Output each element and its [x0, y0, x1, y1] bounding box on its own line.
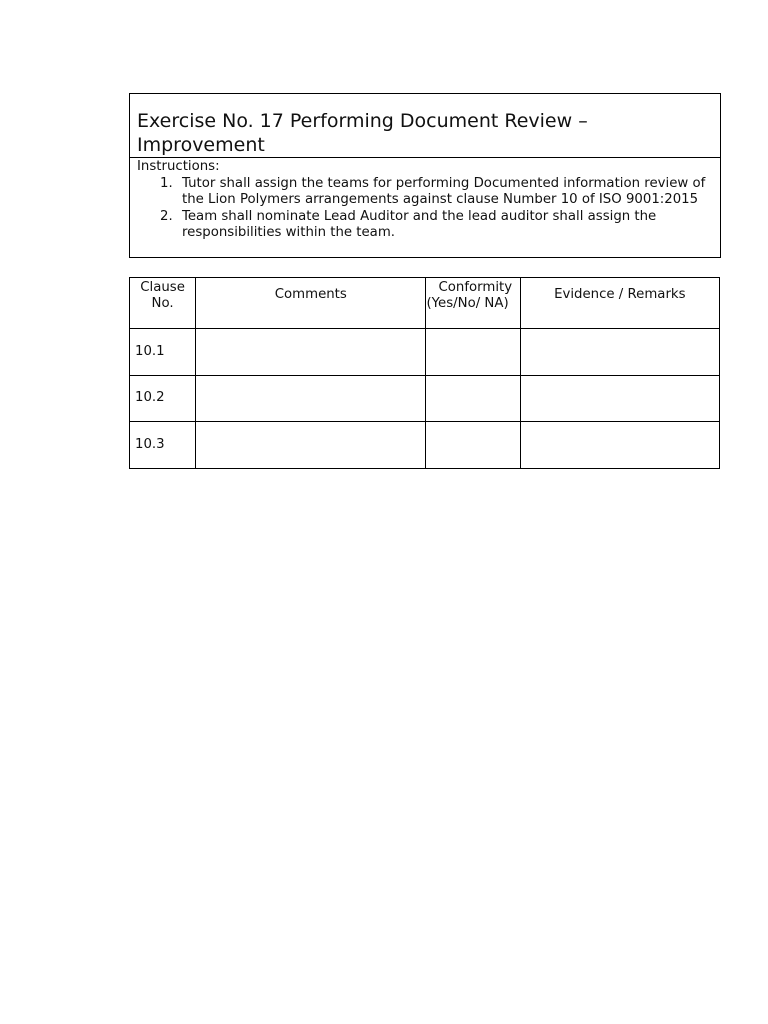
exercise-header-box — [129, 93, 721, 258]
table-row — [130, 329, 720, 376]
instruction-item — [137, 176, 714, 209]
conformity-cell[interactable] — [426, 422, 520, 469]
header-comments: Comments — [196, 278, 426, 329]
instructions-label: Instructions: — [137, 159, 220, 174]
conformity-cell[interactable] — [426, 329, 520, 376]
exercise-title: Exercise No. 17 Performing Document Review – Improvement — [137, 110, 588, 156]
evidence-cell[interactable] — [520, 375, 719, 422]
clause-cell: 10.2 — [130, 375, 196, 422]
instruction-text: Team shall nominate Lead Auditor and the lead auditor shall assign the responsibilities within the team. — [182, 208, 657, 240]
header-conformity-options: (Yes/No/ NA) — [426, 296, 509, 311]
header-conformity-title: Conformity — [438, 280, 513, 295]
comments-cell[interactable] — [196, 422, 426, 469]
evidence-cell[interactable] — [520, 329, 719, 376]
instructions-list — [137, 176, 714, 242]
title-area — [130, 94, 720, 158]
clause-cell: 10.3 — [130, 422, 196, 469]
instruction-text: Tutor shall assign the teams for performing Documented information review of the Lion Polymers arrangements against clause Number 10 of ISO 9001:2015 — [182, 175, 706, 207]
comments-cell[interactable] — [196, 375, 426, 422]
instruction-number: 1. — [160, 175, 173, 191]
comments-cell[interactable] — [196, 329, 426, 376]
table-row — [130, 422, 720, 469]
instructions-section — [130, 158, 720, 242]
review-table — [129, 277, 720, 469]
evidence-cell[interactable] — [520, 422, 719, 469]
instruction-number: 2. — [160, 208, 173, 224]
header-conformity — [426, 278, 520, 329]
conformity-cell[interactable] — [426, 375, 520, 422]
instruction-item — [137, 209, 714, 242]
header-evidence-remarks: Evidence / Remarks — [520, 278, 719, 329]
header-clause-no: Clause No. — [130, 278, 196, 329]
clause-cell: 10.1 — [130, 329, 196, 376]
table-header-row — [130, 278, 720, 329]
table-row — [130, 375, 720, 422]
